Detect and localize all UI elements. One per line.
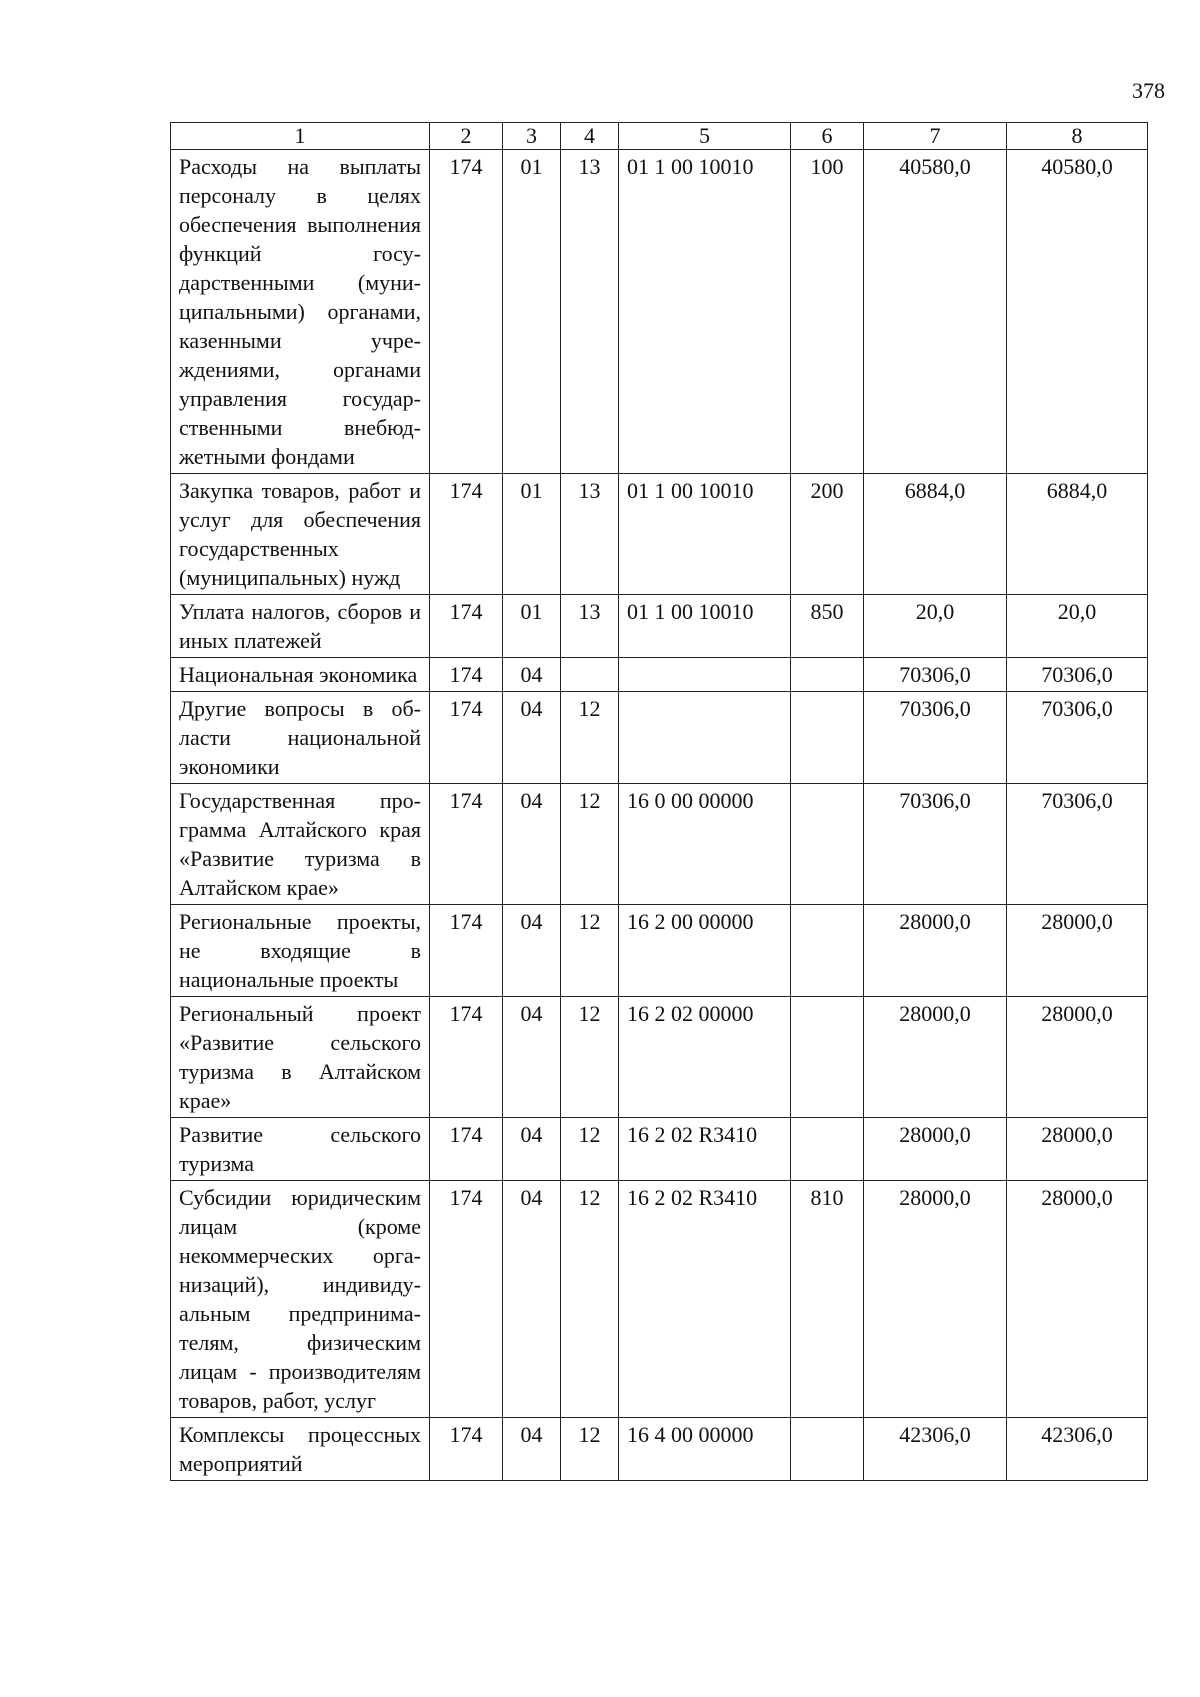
cell-col-4: 12 bbox=[561, 1181, 619, 1418]
cell-col-8: 28000,0 bbox=[1007, 1181, 1148, 1418]
cell-col-2: 174 bbox=[430, 658, 503, 692]
cell-col-4: 13 bbox=[561, 150, 619, 474]
table-row bbox=[171, 150, 1148, 474]
cell-col-3: 04 bbox=[503, 692, 561, 784]
cell-name: Государственная программа Алтайского края «Развитие туризма в Алтайском крае» bbox=[171, 784, 430, 905]
cell-col-7: 40580,0 bbox=[864, 150, 1007, 474]
cell-name: Региональный проект «Развитие сельского туризма в Алтайском крае» bbox=[171, 997, 430, 1118]
cell-col-6 bbox=[791, 997, 864, 1118]
cell-col-8: 70306,0 bbox=[1007, 692, 1148, 784]
cell-col-2: 174 bbox=[430, 150, 503, 474]
cell-col-4: 12 bbox=[561, 784, 619, 905]
cell-col-2: 174 bbox=[430, 474, 503, 595]
cell-col-7: 28000,0 bbox=[864, 997, 1007, 1118]
cell-col-6 bbox=[791, 1418, 864, 1481]
cell-col-2: 174 bbox=[430, 692, 503, 784]
cell-col-3: 04 bbox=[503, 997, 561, 1118]
cell-col-6 bbox=[791, 905, 864, 997]
header-row bbox=[171, 123, 1148, 150]
cell-col-2: 174 bbox=[430, 997, 503, 1118]
cell-col-4 bbox=[561, 658, 619, 692]
cell-name: Расходы на выплаты персоналу в целях обеспечения выполнения функций государственными (муниципальными) органами, казенными учреждениями, органами управления государственными внебюджетными фондами bbox=[171, 150, 430, 474]
cell-name: Комплексы процессных мероприятий bbox=[171, 1418, 430, 1481]
cell-col-5: 01 1 00 10010 bbox=[619, 150, 791, 474]
cell-name: Субсидии юридическим лицам (кроме некоммерческих организаций), индивидуальным предпринимателям, физическим лицам - производителям товаров, работ, услуг bbox=[171, 1181, 430, 1418]
cell-col-6 bbox=[791, 692, 864, 784]
cell-col-7: 28000,0 bbox=[864, 1181, 1007, 1418]
cell-col-2: 174 bbox=[430, 784, 503, 905]
table-row bbox=[171, 784, 1148, 905]
header-cell: 8 bbox=[1007, 123, 1148, 150]
header-cell: 3 bbox=[503, 123, 561, 150]
cell-col-5: 16 2 02 R3410 bbox=[619, 1118, 791, 1181]
cell-col-7: 70306,0 bbox=[864, 692, 1007, 784]
header-cell: 1 bbox=[171, 123, 430, 150]
page-number: 378 bbox=[1132, 78, 1165, 103]
cell-col-8: 42306,0 bbox=[1007, 1418, 1148, 1481]
cell-name: Развитие сельского туризма bbox=[171, 1118, 430, 1181]
cell-col-8: 28000,0 bbox=[1007, 1118, 1148, 1181]
cell-name: Национальная экономика bbox=[171, 658, 430, 692]
cell-col-7: 42306,0 bbox=[864, 1418, 1007, 1481]
cell-col-5: 16 0 00 00000 bbox=[619, 784, 791, 905]
cell-col-3: 01 bbox=[503, 150, 561, 474]
cell-col-6 bbox=[791, 658, 864, 692]
budget-table bbox=[170, 122, 1148, 1481]
cell-col-8: 70306,0 bbox=[1007, 658, 1148, 692]
table-row bbox=[171, 997, 1148, 1118]
cell-col-2: 174 bbox=[430, 1418, 503, 1481]
cell-col-5 bbox=[619, 658, 791, 692]
cell-col-6: 810 bbox=[791, 1181, 864, 1418]
header-cell: 7 bbox=[864, 123, 1007, 150]
cell-col-4: 13 bbox=[561, 474, 619, 595]
cell-col-7: 6884,0 bbox=[864, 474, 1007, 595]
cell-col-4: 12 bbox=[561, 905, 619, 997]
cell-col-6 bbox=[791, 1118, 864, 1181]
cell-col-5: 16 2 02 R3410 bbox=[619, 1181, 791, 1418]
table-body bbox=[171, 150, 1148, 1481]
cell-col-5: 16 2 02 00000 bbox=[619, 997, 791, 1118]
cell-col-3: 01 bbox=[503, 595, 561, 658]
cell-col-7: 20,0 bbox=[864, 595, 1007, 658]
cell-col-3: 04 bbox=[503, 658, 561, 692]
cell-col-7: 28000,0 bbox=[864, 905, 1007, 997]
cell-col-5 bbox=[619, 692, 791, 784]
cell-col-3: 04 bbox=[503, 1418, 561, 1481]
table-row bbox=[171, 692, 1148, 784]
cell-col-4: 12 bbox=[561, 692, 619, 784]
cell-col-5: 16 2 00 00000 bbox=[619, 905, 791, 997]
cell-col-5: 01 1 00 10010 bbox=[619, 595, 791, 658]
cell-col-6: 850 bbox=[791, 595, 864, 658]
table-row bbox=[171, 658, 1148, 692]
cell-col-3: 04 bbox=[503, 905, 561, 997]
cell-col-2: 174 bbox=[430, 595, 503, 658]
cell-col-3: 04 bbox=[503, 1181, 561, 1418]
cell-col-7: 28000,0 bbox=[864, 1118, 1007, 1181]
cell-col-3: 01 bbox=[503, 474, 561, 595]
cell-col-7: 70306,0 bbox=[864, 658, 1007, 692]
cell-col-2: 174 bbox=[430, 1118, 503, 1181]
cell-name: Уплата налогов, сборов и иных платежей bbox=[171, 595, 430, 658]
cell-col-8: 40580,0 bbox=[1007, 150, 1148, 474]
cell-col-4: 12 bbox=[561, 1418, 619, 1481]
cell-col-8: 6884,0 bbox=[1007, 474, 1148, 595]
table-row bbox=[171, 1181, 1148, 1418]
table-row bbox=[171, 1118, 1148, 1181]
cell-col-3: 04 bbox=[503, 784, 561, 905]
cell-col-6: 100 bbox=[791, 150, 864, 474]
cell-name: Региональные проекты, не входящие в национальные проекты bbox=[171, 905, 430, 997]
table-row bbox=[171, 905, 1148, 997]
cell-col-3: 04 bbox=[503, 1118, 561, 1181]
cell-col-8: 28000,0 bbox=[1007, 905, 1148, 997]
header-cell: 4 bbox=[561, 123, 619, 150]
cell-col-2: 174 bbox=[430, 1181, 503, 1418]
cell-col-7: 70306,0 bbox=[864, 784, 1007, 905]
cell-col-4: 13 bbox=[561, 595, 619, 658]
header-cell: 5 bbox=[619, 123, 791, 150]
cell-col-8: 70306,0 bbox=[1007, 784, 1148, 905]
cell-col-6: 200 bbox=[791, 474, 864, 595]
cell-col-8: 20,0 bbox=[1007, 595, 1148, 658]
table-row bbox=[171, 595, 1148, 658]
table-row bbox=[171, 474, 1148, 595]
cell-col-2: 174 bbox=[430, 905, 503, 997]
cell-name: Закупка товаров, работ и услуг для обеспечения государственных (муниципальных) нужд bbox=[171, 474, 430, 595]
table-row bbox=[171, 1418, 1148, 1481]
cell-col-5: 01 1 00 10010 bbox=[619, 474, 791, 595]
cell-col-4: 12 bbox=[561, 1118, 619, 1181]
header-cell: 2 bbox=[430, 123, 503, 150]
cell-col-5: 16 4 00 00000 bbox=[619, 1418, 791, 1481]
cell-name: Другие вопросы в области национальной экономики bbox=[171, 692, 430, 784]
cell-col-6 bbox=[791, 784, 864, 905]
cell-col-4: 12 bbox=[561, 997, 619, 1118]
cell-col-8: 28000,0 bbox=[1007, 997, 1148, 1118]
header-cell: 6 bbox=[791, 123, 864, 150]
